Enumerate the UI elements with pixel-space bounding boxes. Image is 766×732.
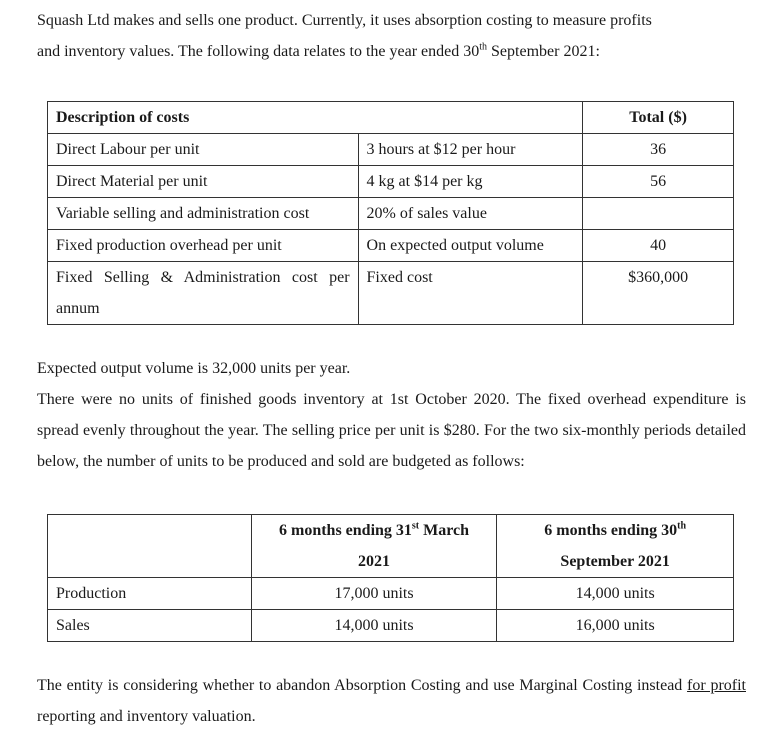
period-2-sup: th <box>677 520 687 532</box>
row-basis: 4 kg at $14 per kg <box>358 166 583 198</box>
header-empty <box>48 515 252 578</box>
row-basis: 20% of sales value <box>358 198 583 230</box>
units-table <box>47 514 734 642</box>
period-1-sup: st <box>411 520 420 532</box>
row-period-2: 16,000 units <box>497 610 734 642</box>
row-description: Direct Labour per unit <box>48 134 359 166</box>
row-period-1: 17,000 units <box>251 578 497 610</box>
header-period-2 <box>497 515 734 578</box>
row-description: Variable selling and administration cost <box>48 198 359 230</box>
row-label: Sales <box>48 610 252 642</box>
header-total: Total ($) <box>583 102 734 134</box>
table-row <box>48 134 734 166</box>
units-table-header <box>48 515 734 578</box>
inventory-paragraph: There were no units of finished goods inventory at 1st October 2020. The fixed overhead expenditure is spread evenly throughout the year. The selling price per unit is $280. For the two six-monthly periods detailed below, the number of units to be produced and sold are budgeted as follows: <box>37 391 746 470</box>
row-total: 40 <box>583 230 734 262</box>
table-row <box>48 610 734 642</box>
row-total: 36 <box>583 134 734 166</box>
intro-line-2-sup: th <box>479 41 488 53</box>
header-period-1 <box>251 515 497 578</box>
intro-line-2-pre: and inventory values. The following data relates to the year ended 30 <box>37 43 480 60</box>
row-description: Fixed Selling & Administration cost per annum <box>48 262 359 325</box>
closing-paragraph <box>37 670 746 732</box>
table-row <box>48 166 734 198</box>
row-period-1: 14,000 units <box>251 610 497 642</box>
row-basis: Fixed cost <box>358 262 583 325</box>
closing-post: reporting and inventory valuation. <box>37 708 256 725</box>
intro-line-1: Squash Ltd makes and sells one product. Currently, it uses absorption costing to measure profits <box>37 12 652 29</box>
row-label: Production <box>48 578 252 610</box>
row-total: $360,000 <box>583 262 734 325</box>
expected-volume-text: Expected output volume is 32,000 units per year. <box>37 360 351 377</box>
row-period-2: 14,000 units <box>497 578 734 610</box>
intro-line-2-post: September 2021: <box>487 43 600 60</box>
period-1-line2: 2021 <box>358 553 391 570</box>
period-1-post: March <box>419 522 470 539</box>
table-row <box>48 230 734 262</box>
row-description: Fixed production overhead per unit <box>48 230 359 262</box>
header-description: Description of costs <box>48 102 583 134</box>
row-description: Direct Material per unit <box>48 166 359 198</box>
table-row <box>48 198 734 230</box>
intro-paragraph <box>37 5 746 67</box>
closing-pre: The entity is considering whether to abandon Absorption Costing and use Marginal Costing instead <box>37 677 688 694</box>
period-2-line2: September 2021 <box>560 553 670 570</box>
table-row <box>48 262 734 325</box>
period-1-pre: 6 months ending 31 <box>278 522 412 539</box>
closing-underlined: for profit <box>687 677 746 694</box>
cost-table <box>47 101 734 325</box>
row-total: 56 <box>583 166 734 198</box>
row-total <box>583 198 734 230</box>
table-row <box>48 578 734 610</box>
row-basis: 3 hours at $12 per hour <box>358 134 583 166</box>
row-basis: On expected output volume <box>358 230 583 262</box>
period-2-pre: 6 months ending 30 <box>544 522 678 539</box>
cost-table-header <box>48 102 734 134</box>
